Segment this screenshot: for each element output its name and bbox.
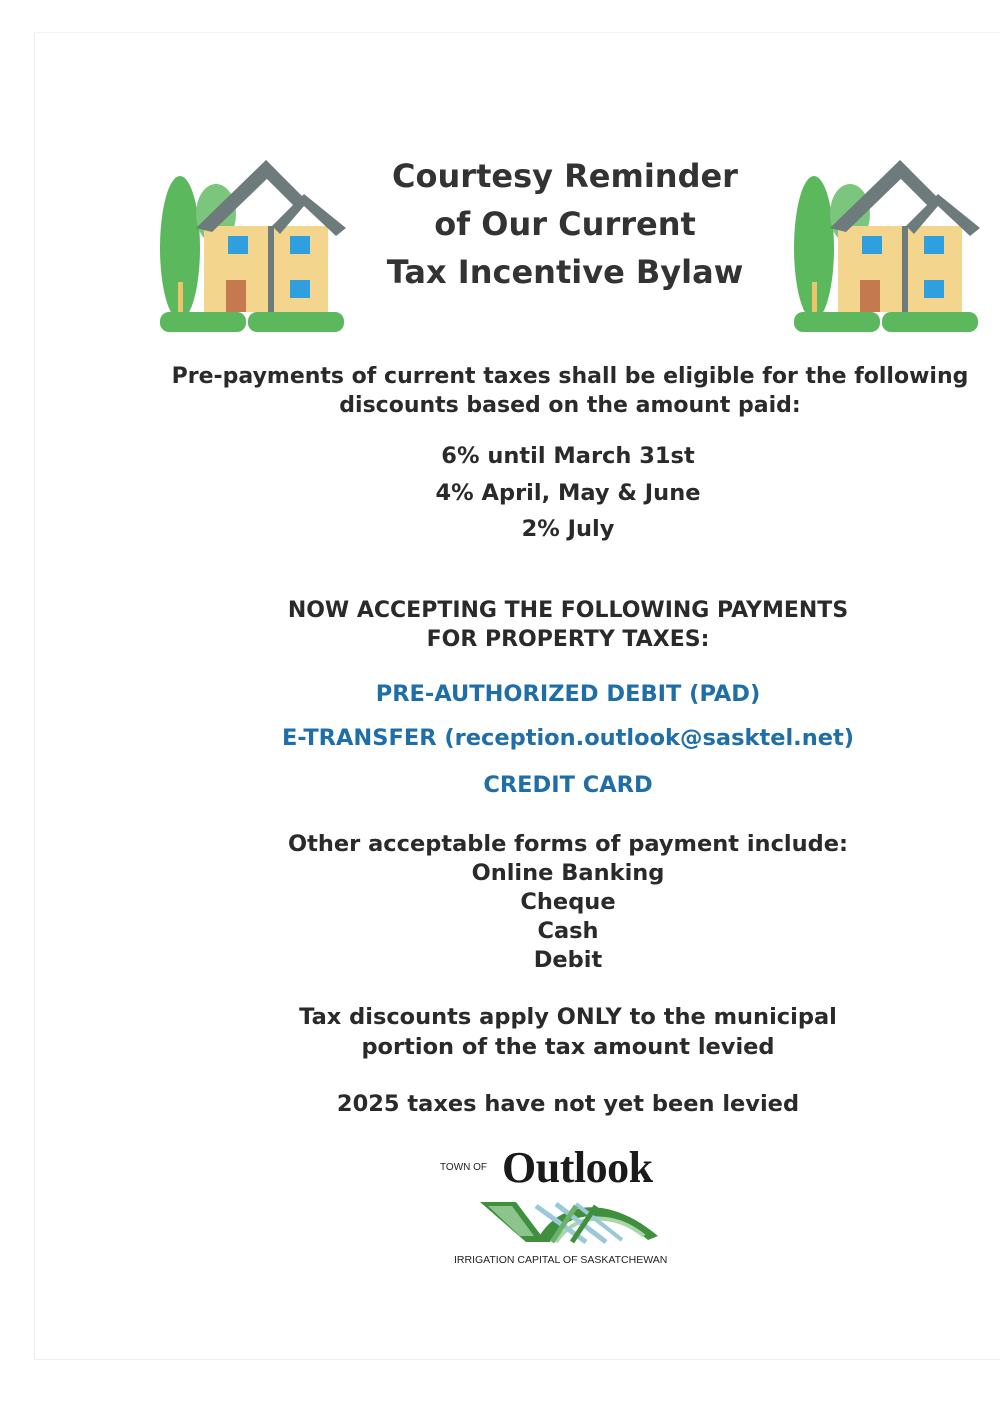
other-payment-item: Online Banking: [471, 860, 665, 886]
logo-tagline: IRRIGATION CAPITAL OF SASKATCHEWAN: [454, 1254, 668, 1266]
logo-prefix: TOWN OF: [440, 1162, 488, 1173]
title-line-2: of Our Current: [434, 205, 696, 243]
house-tree-icon: [790, 152, 980, 334]
accepting-heading: [100, 596, 1000, 654]
accepting-line-1: NOW ACCEPTING THE FOLLOWING PAYMENTS: [287, 598, 849, 623]
title-line-3: Tax Incentive Bylaw: [386, 253, 744, 291]
house-tree-icon: [156, 152, 346, 334]
discount-note: [100, 1003, 1000, 1062]
outlook-logo-mark: [476, 1196, 666, 1250]
levied-notice: 2025 taxes have not yet been levied: [336, 1091, 800, 1117]
town-logo: [436, 1142, 696, 1272]
intro-paragraph: [110, 362, 1000, 420]
other-payments-heading: Other acceptable forms of payment include:: [288, 831, 848, 857]
other-payment-item: Cash: [537, 918, 599, 944]
intro-line-2: discounts based on the amount paid:: [339, 393, 801, 418]
note-line-2: portion of the tax amount levied: [361, 1033, 775, 1060]
discount-list: [100, 438, 1000, 548]
payment-method-etransfer: E-TRANSFER (reception.outlook@sasktel.net): [281, 725, 855, 751]
payment-method-credit-card: CREDIT CARD: [483, 772, 653, 798]
page-title: [360, 152, 770, 296]
other-payment-item: Cheque: [520, 889, 616, 915]
note-line-1: Tax discounts apply ONLY to the municipal: [299, 1004, 837, 1030]
discount-item: 2% July: [521, 516, 615, 542]
logo-name: Outlook: [502, 1143, 653, 1192]
discount-item: 6% until March 31st: [441, 443, 695, 469]
other-payment-item: Debit: [533, 947, 603, 973]
accepting-line-2: FOR PROPERTY TAXES:: [426, 627, 710, 652]
intro-line-1: Pre-payments of current taxes shall be eligible for the following: [171, 364, 969, 389]
other-payments: [100, 830, 1000, 975]
payment-method-pad: PRE-AUTHORIZED DEBIT (PAD): [375, 681, 761, 707]
discount-item: 4% April, May & June: [435, 479, 701, 506]
title-line-1: Courtesy Reminder: [392, 157, 738, 195]
